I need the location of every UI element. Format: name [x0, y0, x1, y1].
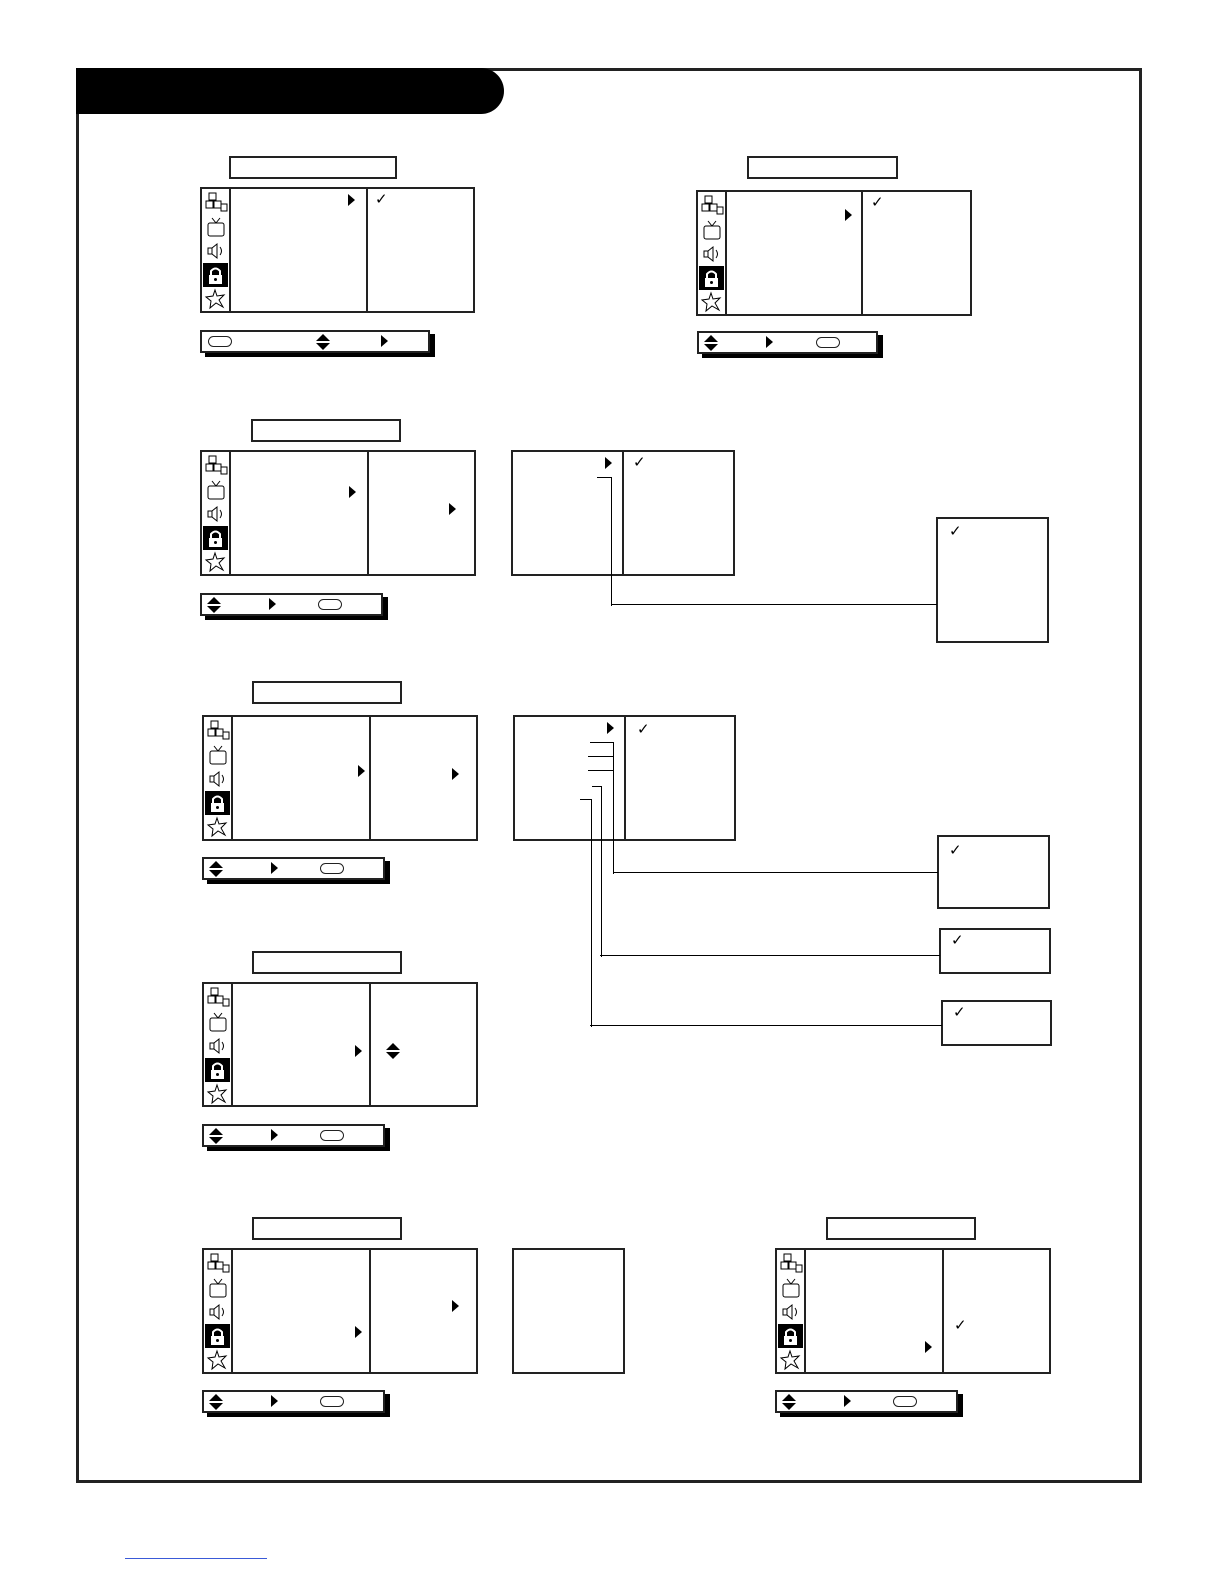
lock-menu-screen — [202, 1248, 478, 1374]
menu-options-column — [725, 192, 863, 314]
nav-button-bar — [697, 331, 878, 354]
up-down-arrows-icon[interactable] — [208, 860, 224, 878]
enter-oval-icon[interactable] — [318, 599, 342, 610]
menu-options-column — [229, 189, 368, 311]
checkmark-icon: ✓ — [375, 190, 388, 208]
setup-icon — [203, 454, 228, 478]
right-arrow-icon[interactable] — [845, 209, 852, 221]
connector-line — [600, 955, 940, 956]
audio-icon — [205, 1300, 230, 1324]
up-down-arrows-icon[interactable] — [315, 333, 331, 351]
right-arrow-icon[interactable] — [271, 1395, 278, 1407]
special-icon — [699, 290, 724, 314]
right-arrow-icon[interactable] — [348, 194, 355, 206]
menu-icon-rail — [698, 192, 727, 314]
nav-button-bar — [775, 1390, 958, 1413]
audio-icon — [203, 502, 228, 526]
lock-menu-screen — [696, 190, 972, 316]
options-popup — [941, 1000, 1052, 1046]
nav-button-bar — [200, 593, 383, 616]
special-icon — [205, 1082, 230, 1106]
menu-title-box — [826, 1217, 976, 1240]
menu-title-box — [229, 156, 397, 179]
checkmark-icon[interactable]: ✓ — [951, 931, 964, 949]
setup-icon — [205, 1252, 230, 1276]
connector-line — [597, 477, 612, 606]
enter-oval-icon[interactable] — [320, 1396, 344, 1407]
connector-line — [592, 786, 602, 957]
nav-button-bar — [202, 1390, 385, 1413]
blank-panel — [512, 1248, 625, 1374]
lock-menu-screen — [200, 187, 475, 313]
connector-line — [588, 770, 613, 771]
connector-line — [590, 1025, 942, 1026]
picture-icon — [778, 1276, 803, 1300]
right-arrow-icon[interactable] — [271, 862, 278, 874]
menu-options-column — [231, 1250, 371, 1372]
menu-title-box — [251, 419, 401, 442]
nav-button-bar — [200, 330, 430, 353]
options-popup — [937, 835, 1050, 909]
right-arrow-icon[interactable] — [607, 722, 614, 734]
enter-oval-icon[interactable] — [208, 336, 232, 347]
special-icon — [205, 815, 230, 839]
right-arrow-icon[interactable] — [452, 1300, 459, 1312]
right-arrow-icon[interactable] — [355, 1326, 362, 1338]
special-icon — [778, 1348, 803, 1372]
lock-icon — [699, 266, 724, 290]
menu-icon-rail — [204, 984, 233, 1105]
menu-icon-rail — [204, 717, 233, 839]
right-arrow-icon[interactable] — [355, 1045, 362, 1057]
right-arrow-icon[interactable] — [381, 335, 388, 347]
right-arrow-icon[interactable] — [449, 503, 456, 515]
checkmark-icon: ✓ — [954, 1316, 967, 1334]
menu-icon-rail — [204, 1250, 233, 1372]
enter-oval-icon[interactable] — [816, 337, 840, 348]
menu-title-box — [252, 681, 402, 704]
lock-menu-screen — [202, 982, 478, 1107]
checkmark-icon: ✓ — [633, 453, 646, 471]
right-arrow-icon[interactable] — [358, 765, 365, 777]
lock-icon — [203, 526, 228, 550]
right-arrow-icon[interactable] — [766, 336, 773, 348]
lock-icon — [205, 1324, 230, 1348]
up-down-arrows-icon[interactable] — [385, 1042, 401, 1060]
connector-line — [588, 756, 613, 757]
special-icon — [203, 550, 228, 574]
setup-icon — [205, 719, 230, 743]
up-down-arrows-icon[interactable] — [781, 1393, 797, 1411]
right-arrow-icon[interactable] — [605, 457, 612, 469]
lock-icon — [203, 263, 228, 287]
submenu-divider — [622, 452, 624, 574]
enter-oval-icon[interactable] — [320, 1130, 344, 1141]
setup-icon — [203, 191, 228, 215]
right-arrow-icon[interactable] — [844, 1395, 851, 1407]
up-down-arrows-icon[interactable] — [206, 596, 222, 614]
picture-icon — [203, 478, 228, 502]
section-header-bar — [76, 68, 504, 114]
picture-icon — [205, 1010, 230, 1034]
lock-icon — [205, 791, 230, 815]
menu-icon-rail — [202, 452, 231, 574]
options-popup — [939, 928, 1051, 974]
lock-menu-screen — [775, 1248, 1051, 1374]
up-down-arrows-icon[interactable] — [208, 1393, 224, 1411]
picture-icon — [203, 215, 228, 239]
checkmark-icon[interactable]: ✓ — [949, 841, 962, 859]
menu-title-box — [252, 951, 402, 974]
menu-icon-rail — [202, 189, 231, 311]
right-arrow-icon[interactable] — [925, 1341, 932, 1353]
checkmark-icon[interactable]: ✓ — [953, 1003, 966, 1021]
right-arrow-icon[interactable] — [349, 486, 356, 498]
checkmark-icon: ✓ — [871, 193, 884, 211]
picture-icon — [205, 743, 230, 767]
up-down-arrows-icon[interactable] — [703, 334, 719, 352]
menu-title-box — [747, 156, 898, 179]
audio-icon — [205, 767, 230, 791]
enter-oval-icon[interactable] — [893, 1396, 917, 1407]
nav-button-bar — [202, 1124, 385, 1147]
lock-icon — [205, 1058, 230, 1082]
footer-link-underline[interactable] — [125, 1558, 267, 1559]
lock-icon — [778, 1324, 803, 1348]
menu-options-column — [231, 984, 371, 1105]
audio-icon — [699, 242, 724, 266]
checkmark-icon[interactable]: ✓ — [949, 522, 962, 540]
up-down-arrows-icon[interactable] — [208, 1127, 224, 1145]
submenu-divider — [624, 717, 626, 839]
setup-icon — [205, 986, 230, 1010]
right-arrow-icon[interactable] — [269, 598, 276, 610]
setup-icon — [778, 1252, 803, 1276]
connector-line — [613, 872, 938, 873]
lock-menu-screen — [200, 450, 476, 576]
options-popup — [936, 517, 1049, 643]
menu-title-box — [252, 1217, 402, 1240]
lock-menu-screen — [202, 715, 478, 841]
audio-icon — [778, 1300, 803, 1324]
special-icon — [203, 287, 228, 311]
picture-icon — [205, 1276, 230, 1300]
submenu-screen — [513, 715, 736, 841]
special-icon — [205, 1348, 230, 1372]
connector-line — [611, 604, 937, 605]
right-arrow-icon[interactable] — [271, 1129, 278, 1141]
menu-options-column — [229, 452, 369, 574]
nav-button-bar — [202, 857, 385, 880]
checkmark-icon: ✓ — [637, 720, 650, 738]
audio-icon — [205, 1034, 230, 1058]
picture-icon — [699, 218, 724, 242]
right-arrow-icon[interactable] — [452, 768, 459, 780]
menu-icon-rail — [777, 1250, 806, 1372]
submenu-screen — [511, 450, 735, 576]
setup-icon — [699, 194, 724, 218]
audio-icon — [203, 239, 228, 263]
enter-oval-icon[interactable] — [320, 863, 344, 874]
menu-options-column — [804, 1250, 944, 1372]
connector-line — [580, 799, 592, 1027]
menu-options-column — [231, 717, 371, 839]
